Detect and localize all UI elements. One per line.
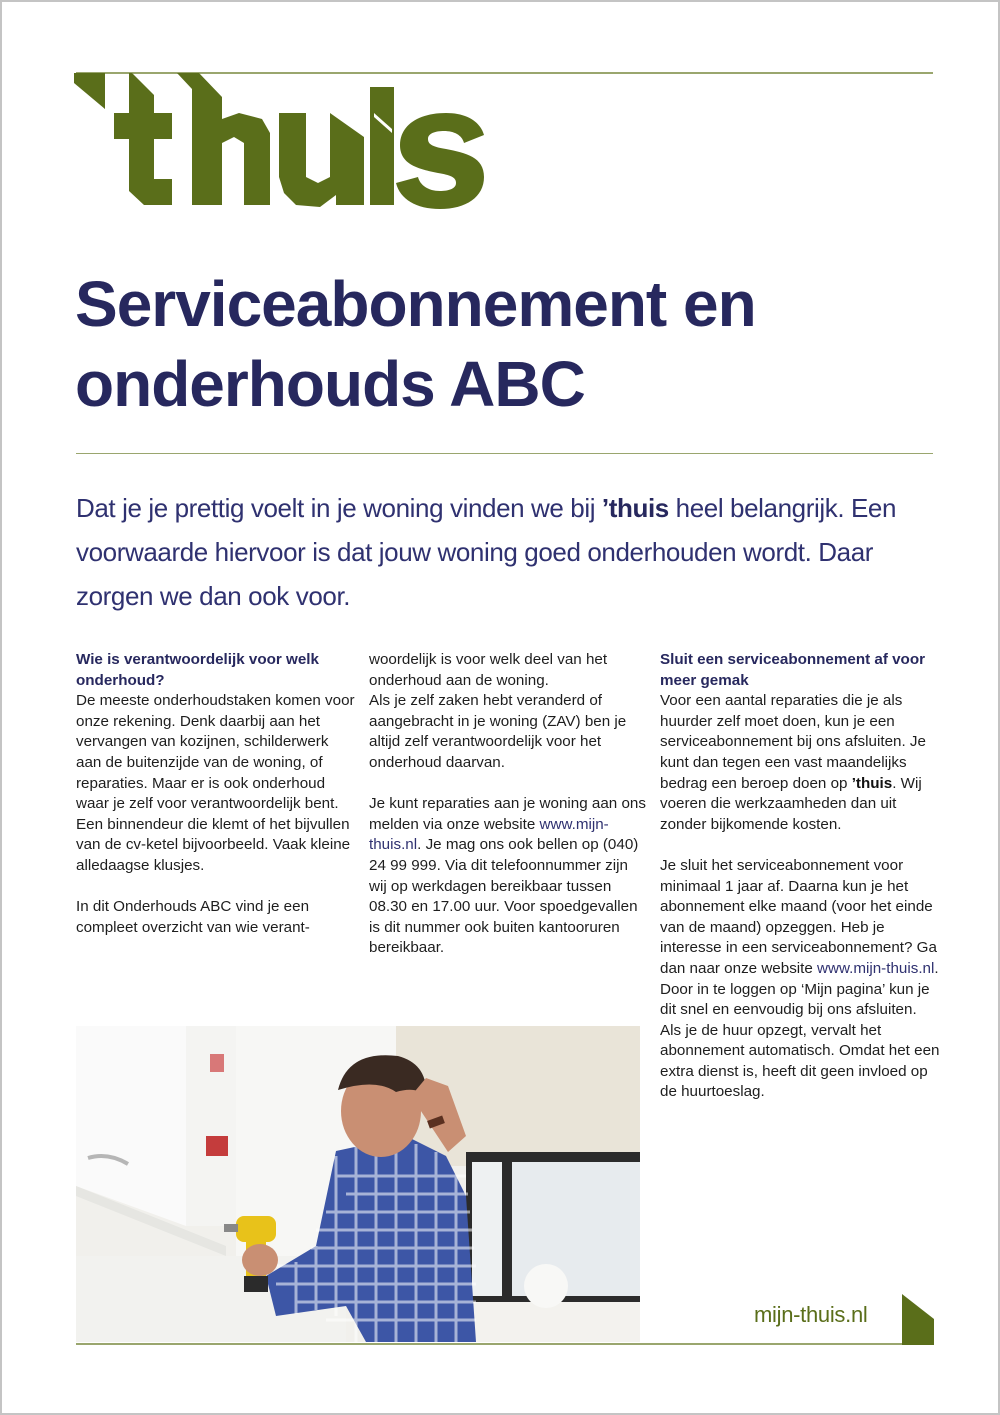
column-1 (76, 650, 356, 959)
title-line-2: onderhouds ABC (75, 348, 585, 420)
section1-paragraph-1: De meeste onderhoudstaken komen voor onze rekening. Denk daarbij aan het vervangen van kozijnen, schilderwerk aan de buitenzijde van de woning, of reparaties. Maar er is ook onderhoud waar je zelf voor verantwoordelijk bent. Een binnendeur die klemt of het bijvullen van de cv-ketel bijvoorbeeld. Vaak kleine alledaagse klusjes. (76, 692, 355, 874)
section2-heading: Sluit een serviceabonnement af voor meer gemak (660, 651, 926, 689)
section1-paragraph-2-start: In dit Onderhouds ABC vind je een compleet overzicht van wie verant- (76, 898, 310, 936)
intro-brand: ’thuis (601, 493, 669, 523)
contact-text-1: Je kunt reparaties aan je woning aan ons melden via onze website (369, 795, 646, 833)
intro-paragraph (76, 486, 936, 618)
website-link-2[interactable]: www.mijn-thuis.nl (817, 959, 935, 977)
subscription-text-1: Je sluit het serviceabonnement voor minimaal 1 jaar af. Daarna kun je het abonnement elke maand (voor het einde van de maand) opzeggen. Heb je interesse in een serviceabonnement? Ga dan naar onze website (660, 856, 937, 977)
service-text-2: . Wij voeren die werkzaamheden dan uit zonder bijkomende kosten. (660, 774, 922, 833)
intro-text-1: Dat je je prettig voelt in je woning vinden we bij (76, 493, 602, 523)
intro-text-2: heel belangrijk. Een voorwaarde hiervoor is dat jouw woning goed onderhouden wordt. Daar zorgen we dan ook voor. (76, 493, 897, 611)
contact-text-2: . Je mag ons ook bellen op (040) 24 99 999. Via dit telefoonnummer zijn wij op werkdagen bereikbaar tussen 08.30 en 17.00 uur. Voor spoedgevallen is dit nummer ook buiten kantooruren bereikbaar. (369, 836, 639, 957)
section1-paragraph-4 (369, 794, 649, 959)
handyman-photo (76, 1026, 640, 1342)
service-text-1: Voor een aantal reparaties die je als huurder zelf moet doen, kun je een serviceabonnement bij ons afsluiten. Je kunt dan tegen een vast maandelijks bedrag een beroep doen op (660, 692, 926, 792)
page-title (75, 264, 935, 424)
column-3 (660, 650, 940, 1124)
section2-paragraph-2 (660, 856, 940, 1103)
footer-website[interactable]: mijn-thuis.nl (754, 1302, 868, 1327)
column-2 (369, 650, 649, 980)
bottom-divider (76, 1343, 902, 1345)
section1-paragraph-2-end: woordelijk is voor welk deel van het onderhoud aan de woning. (369, 651, 608, 689)
service-brand: ’thuis (851, 774, 893, 792)
title-line-1: Serviceabonnement en (75, 268, 756, 340)
thuis-logo (74, 73, 514, 213)
website-link[interactable]: www.mijn-thuis.nl (369, 815, 609, 854)
brand-corner-mark-icon (902, 1294, 934, 1345)
section2-paragraph-1 (660, 691, 940, 835)
section1-heading: Wie is verantwoordelijk voor welk onderhoud? (76, 651, 319, 689)
subscription-text-2: . Door in te loggen op ‘Mijn pagina’ kun je dit snel en eenvoudig bij ons afsluiten. Als je de huur opzegt, vervalt het abonnement automatisch. Omdat het een extra dienst is, heeft dit geen invloed op de huurtoeslag. (660, 959, 940, 1101)
section1-paragraph-3: Als je zelf zaken hebt veranderd of aangebracht in je woning (ZAV) ben je altijd zelf verantwoordelijk voor het onderhoud daarvan. (369, 692, 627, 771)
title-divider (76, 453, 933, 454)
